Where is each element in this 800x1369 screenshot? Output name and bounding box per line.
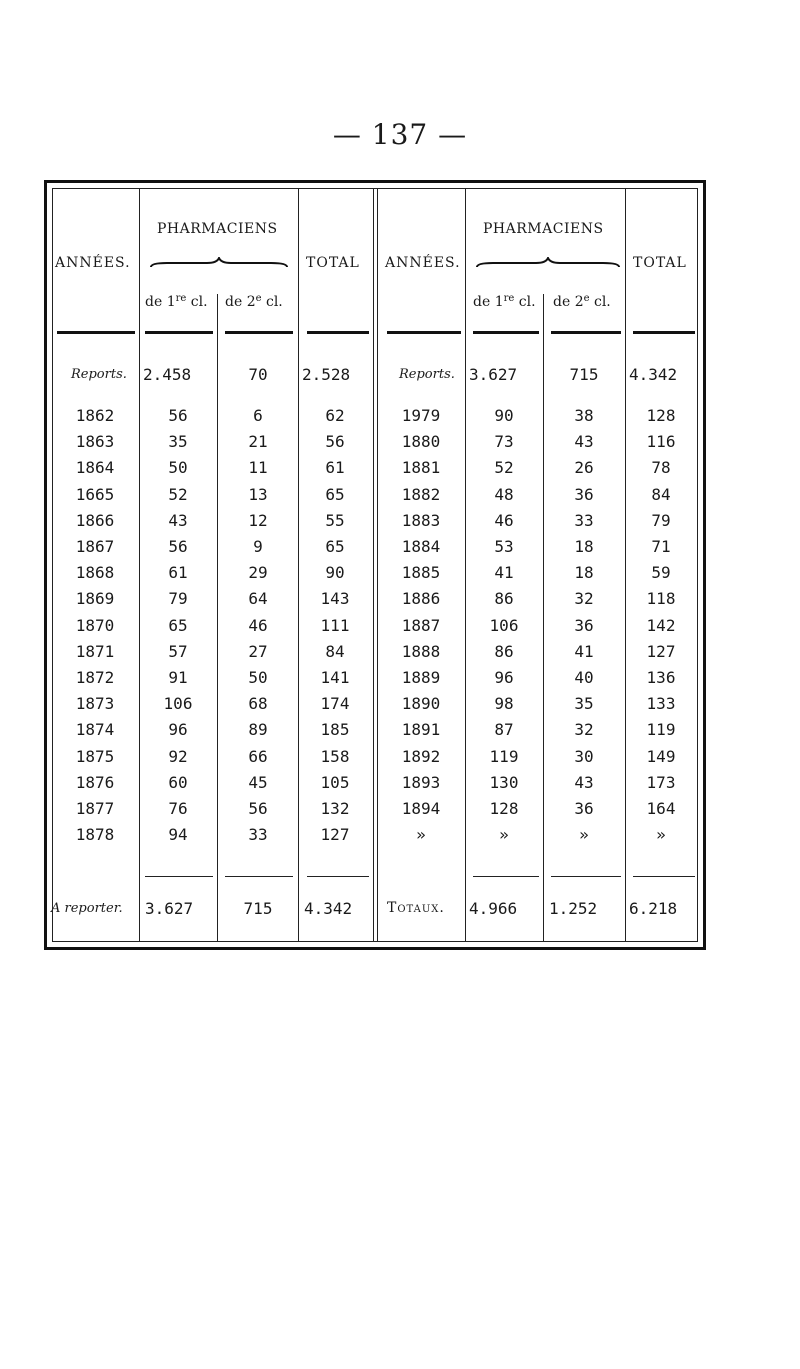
row-year: 1864	[75, 458, 115, 477]
header-col2	[553, 293, 611, 310]
row-col1: 65	[168, 616, 188, 635]
footer-col1: 3.627	[145, 899, 194, 918]
header-annees: ANNÉES.	[55, 255, 131, 271]
header-rule	[225, 331, 293, 334]
footer-rule	[145, 876, 213, 877]
row-col1: 76	[168, 799, 188, 818]
row-col1: 90	[494, 406, 514, 425]
row-year: 1888	[401, 642, 441, 661]
row-col1: 128	[489, 799, 519, 818]
header-rule	[57, 331, 135, 334]
row-total: 65	[325, 485, 345, 504]
header-col1-sup: re	[503, 293, 515, 304]
reports-col2: 715	[569, 365, 599, 384]
footer-col2: 715	[243, 899, 273, 918]
header-total: TOTAL	[633, 255, 687, 271]
row-year: 1979	[401, 406, 441, 425]
row-col1: 48	[494, 485, 514, 504]
reports-col2: 70	[248, 365, 268, 384]
reports-label: Reports.	[71, 367, 127, 382]
row-year: 1868	[75, 563, 115, 582]
row-col2: 66	[248, 747, 268, 766]
footer-rule	[633, 876, 695, 877]
header-col1-prefix: de 1	[145, 294, 176, 310]
row-total: 65	[325, 537, 345, 556]
footer-rule	[225, 876, 293, 877]
row-year: 1894	[401, 799, 441, 818]
row-year: 1886	[401, 589, 441, 608]
row-col2: 36	[574, 799, 594, 818]
row-col1: 79	[168, 589, 188, 608]
row-total: 61	[325, 458, 345, 477]
footer-total: 4.342	[304, 899, 353, 918]
row-year: »	[416, 825, 426, 844]
row-col1: 87	[494, 720, 514, 739]
row-col1: 91	[168, 668, 188, 687]
row-year: 1874	[75, 720, 115, 739]
row-col2: 12	[248, 511, 268, 530]
row-year: 1881	[401, 458, 441, 477]
row-col1: 61	[168, 563, 188, 582]
header-rule	[551, 331, 621, 334]
page-number: — 137 —	[332, 118, 468, 151]
row-year: 1863	[75, 432, 115, 451]
header-col1-sup: re	[175, 293, 187, 304]
row-total: 56	[325, 432, 345, 451]
header-col2-sup: e	[583, 293, 590, 304]
footer-col2: 1.252	[549, 899, 598, 918]
row-year: 1885	[401, 563, 441, 582]
header-col1	[473, 293, 536, 310]
row-total: 158	[320, 747, 350, 766]
row-year: 1862	[75, 406, 115, 425]
row-total: 132	[320, 799, 350, 818]
row-year: 1884	[401, 537, 441, 556]
row-col2: 64	[248, 589, 268, 608]
header-rule	[145, 331, 213, 334]
row-col2: 89	[248, 720, 268, 739]
row-col2: 9	[253, 537, 263, 556]
row-year: 1892	[401, 747, 441, 766]
row-total: 78	[651, 458, 671, 477]
row-col1: 86	[494, 642, 514, 661]
header-pharmaciens: PHARMACIENS	[157, 221, 278, 237]
row-year: 1866	[75, 511, 115, 530]
row-total: 84	[325, 642, 345, 661]
row-col2: 36	[574, 485, 594, 504]
header-col1-suffix: cl.	[514, 294, 536, 310]
row-year: 1889	[401, 668, 441, 687]
row-col2: 18	[574, 537, 594, 556]
footer-rule	[473, 876, 539, 877]
row-col1: 57	[168, 642, 188, 661]
row-col1: 52	[494, 458, 514, 477]
header-col1	[145, 293, 208, 310]
header-annees: ANNÉES.	[385, 255, 461, 271]
row-col1: »	[499, 825, 509, 844]
header-pharmaciens: PHARMACIENS	[483, 221, 604, 237]
row-total: 79	[651, 511, 671, 530]
panel-divider	[373, 189, 378, 941]
row-year: 1665	[75, 485, 115, 504]
header-col2-sup: e	[255, 293, 262, 304]
row-col1: 41	[494, 563, 514, 582]
row-col2: 26	[574, 458, 594, 477]
row-total: 164	[646, 799, 676, 818]
row-col1: 50	[168, 458, 188, 477]
row-total: 174	[320, 694, 350, 713]
row-col1: 96	[494, 668, 514, 687]
row-total: 136	[646, 668, 676, 687]
col-divider	[217, 294, 218, 941]
row-total: 127	[646, 642, 676, 661]
row-col1: 130	[489, 773, 519, 792]
reports-total: 4.342	[629, 365, 678, 384]
row-col2: »	[579, 825, 589, 844]
row-year: 1891	[401, 720, 441, 739]
row-col2: 56	[248, 799, 268, 818]
row-col1: 56	[168, 406, 188, 425]
row-col1: 52	[168, 485, 188, 504]
row-col2: 40	[574, 668, 594, 687]
row-col1: 119	[489, 747, 519, 766]
reports-col1: 3.627	[469, 365, 518, 384]
row-year: 1887	[401, 616, 441, 635]
col-divider	[625, 189, 626, 941]
row-col2: 6	[253, 406, 263, 425]
row-col2: 27	[248, 642, 268, 661]
row-total: 105	[320, 773, 350, 792]
header-col1-prefix: de 1	[473, 294, 504, 310]
reports-col1: 2.458	[143, 365, 192, 384]
header-col2-suffix: cl.	[261, 294, 283, 310]
row-total: 173	[646, 773, 676, 792]
row-total: 142	[646, 616, 676, 635]
col-divider	[465, 189, 466, 941]
row-year: 1882	[401, 485, 441, 504]
header-col2-suffix: cl.	[589, 294, 611, 310]
row-col2: 33	[574, 511, 594, 530]
footer-rule	[551, 876, 621, 877]
row-col2: 45	[248, 773, 268, 792]
row-total: 149	[646, 747, 676, 766]
row-total: 59	[651, 563, 671, 582]
row-total: 119	[646, 720, 676, 739]
brace-icon	[149, 257, 289, 271]
row-col1: 60	[168, 773, 188, 792]
row-col1: 35	[168, 432, 188, 451]
row-year: 1883	[401, 511, 441, 530]
row-year: 1878	[75, 825, 115, 844]
row-total: 111	[320, 616, 350, 635]
a-reporter-label: A reporter.	[51, 901, 123, 916]
row-col2: 35	[574, 694, 594, 713]
row-col1: 92	[168, 747, 188, 766]
row-year: 1872	[75, 668, 115, 687]
row-col1: 56	[168, 537, 188, 556]
row-col2: 43	[574, 432, 594, 451]
row-col2: 43	[574, 773, 594, 792]
statistics-table	[44, 180, 706, 950]
row-col1: 106	[489, 616, 519, 635]
row-col1: 96	[168, 720, 188, 739]
row-col2: 38	[574, 406, 594, 425]
row-col1: 73	[494, 432, 514, 451]
row-total: 118	[646, 589, 676, 608]
row-col2: 13	[248, 485, 268, 504]
row-total: 133	[646, 694, 676, 713]
row-col2: 32	[574, 720, 594, 739]
row-col2: 11	[248, 458, 268, 477]
row-total: »	[656, 825, 666, 844]
row-year: 1880	[401, 432, 441, 451]
header-rule	[307, 331, 369, 334]
row-year: 1867	[75, 537, 115, 556]
brace-icon	[475, 257, 621, 271]
col-divider	[298, 189, 299, 941]
row-col1: 94	[168, 825, 188, 844]
row-total: 84	[651, 485, 671, 504]
footer-rule	[307, 876, 369, 877]
row-total: 55	[325, 511, 345, 530]
row-col2: 68	[248, 694, 268, 713]
row-total: 141	[320, 668, 350, 687]
row-col2: 21	[248, 432, 268, 451]
row-year: 1871	[75, 642, 115, 661]
row-col1: 46	[494, 511, 514, 530]
reports-total: 2.528	[302, 365, 351, 384]
totaux-label: Totaux.	[387, 900, 445, 916]
row-year: 1890	[401, 694, 441, 713]
row-total: 116	[646, 432, 676, 451]
row-col1: 98	[494, 694, 514, 713]
header-col2-prefix: de 2	[225, 294, 256, 310]
footer-total: 6.218	[629, 899, 678, 918]
header-rule	[473, 331, 539, 334]
row-year: 1876	[75, 773, 115, 792]
row-total: 127	[320, 825, 350, 844]
row-col1: 53	[494, 537, 514, 556]
header-rule	[633, 331, 695, 334]
row-col2: 30	[574, 747, 594, 766]
row-year: 1893	[401, 773, 441, 792]
col-divider	[139, 189, 140, 941]
row-col2: 41	[574, 642, 594, 661]
row-col2: 32	[574, 589, 594, 608]
row-total: 62	[325, 406, 345, 425]
row-year: 1877	[75, 799, 115, 818]
row-col2: 50	[248, 668, 268, 687]
row-col1: 86	[494, 589, 514, 608]
row-col1: 43	[168, 511, 188, 530]
row-total: 90	[325, 563, 345, 582]
row-col2: 46	[248, 616, 268, 635]
row-total: 71	[651, 537, 671, 556]
row-col2: 18	[574, 563, 594, 582]
row-col2: 33	[248, 825, 268, 844]
header-col2	[225, 293, 283, 310]
row-total: 185	[320, 720, 350, 739]
row-total: 143	[320, 589, 350, 608]
table-inner-border	[52, 188, 698, 942]
row-year: 1875	[75, 747, 115, 766]
row-total: 128	[646, 406, 676, 425]
header-total: TOTAL	[306, 255, 360, 271]
header-col1-suffix: cl.	[186, 294, 208, 310]
col-divider	[543, 294, 544, 941]
row-col2: 36	[574, 616, 594, 635]
row-year: 1869	[75, 589, 115, 608]
row-year: 1870	[75, 616, 115, 635]
footer-col1: 4.966	[469, 899, 518, 918]
row-col2: 29	[248, 563, 268, 582]
reports-label: Reports.	[399, 367, 455, 382]
header-rule	[387, 331, 461, 334]
header-col2-prefix: de 2	[553, 294, 584, 310]
row-year: 1873	[75, 694, 115, 713]
row-col1: 106	[163, 694, 193, 713]
